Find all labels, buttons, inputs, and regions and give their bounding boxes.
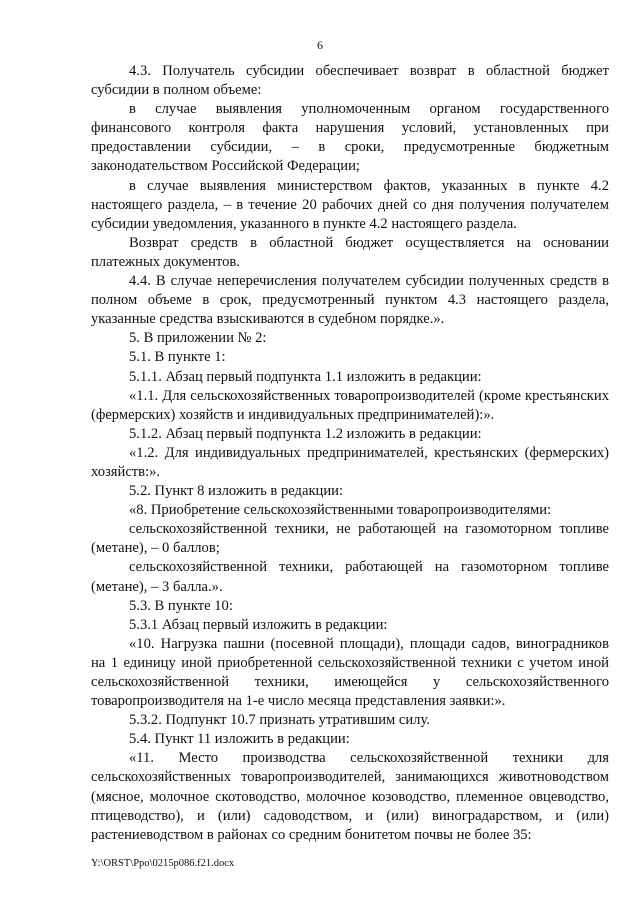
file-path-footer: Y:\ORST\Ppo\0215p086.f21.docx — [91, 858, 235, 869]
paragraph: 5.1.2. Абзац первый подпункта 1.2 изложить в редакции: — [129, 425, 482, 442]
paragraph: сельскохозяйственной техники, работающей на газомоторном топливе (метане), – 3 балла.». — [91, 559, 609, 595]
paragraph: 5.3. В пункте 10: — [129, 597, 233, 614]
paragraph: 4.4. В случае неперечисления получателем субсидии полученных средств в полном объеме в срок, предусмотренный пунктом 4.3 настоящего раздела, указанные средства взыскиваются в судебном порядке.». — [91, 273, 609, 328]
paragraph: 5.1. В пункте 1: — [129, 349, 226, 366]
paragraph: «1.2. Для индивидуальных предпринимателей, крестьянских (фермерских) хозяйств:». — [91, 444, 609, 480]
paragraph: «8. Приобретение сельскохозяйственными товаропроизводителями: — [129, 502, 552, 519]
paragraph: «10. Нагрузка пашни (посевной площади), площади садов, виноградников на 1 единицу иной приобретенной сельскохозяйственной техники с учетом иной сельскохозяйственной техники, имеющейся у сельскохозяйственного товаропроизводителя на 1-е число месяца представления заявки:». — [91, 635, 609, 710]
document-body — [91, 62, 609, 845]
paragraph: 5.1.1. Абзац первый подпункта 1.1 изложить в редакции: — [129, 368, 482, 385]
paragraph: Возврат средств в областной бюджет осуществляется на основании платежных документов. — [91, 234, 609, 270]
paragraph: 5.3.2. Подпункт 10.7 признать утратившим силу. — [129, 712, 430, 729]
paragraph: в случае выявления уполномоченным органом государственного финансового контроля факта нарушения условий, установленных при предоставлении субсидии, – в сроки, предусмотренные бюджетным законодательством Российской Федерации; — [91, 101, 609, 175]
paragraph: 5.3.1 Абзац первый изложить в редакции: — [129, 616, 388, 633]
paragraph: 4.3. Получатель субсидии обеспечивает возврат в областной бюджет субсидии в полном объеме: — [91, 63, 609, 99]
paragraph: в случае выявления министерством фактов, указанных в пункте 4.2 настоящего раздела, – в течение 20 рабочих дней со дня получения получателем субсидии уведомления, указанного в пункте 4.2 настоящего раздела. — [91, 177, 609, 232]
paragraph: «11. Место производства сельскохозяйственной техники для сельскохозяйственных товаропроизводителей, занимающихся животноводством (мясное, молочное скотоводство, молочное козоводство, племенное овцеводство, птицеводство), и (или) садоводством, и (или) виноградарством, и (или) растениеводством в районах со средним бонитетом почвы не более 35: — [91, 750, 609, 843]
paragraph: 5. В приложении № 2: — [129, 330, 267, 347]
paragraph: «1.1. Для сельскохозяйственных товаропроизводителей (кроме крестьянских (фермерских) хозяйств и индивидуальных предпринимателей):». — [91, 387, 609, 423]
page-number: 6 — [317, 38, 323, 52]
paragraph: 5.2. Пункт 8 изложить в редакции: — [129, 483, 344, 500]
paragraph: сельскохозяйственной техники, не работающей на газомоторном топливе (метане), – 0 баллов; — [91, 521, 609, 557]
paragraph: 5.4. Пункт 11 изложить в редакции: — [129, 731, 350, 748]
